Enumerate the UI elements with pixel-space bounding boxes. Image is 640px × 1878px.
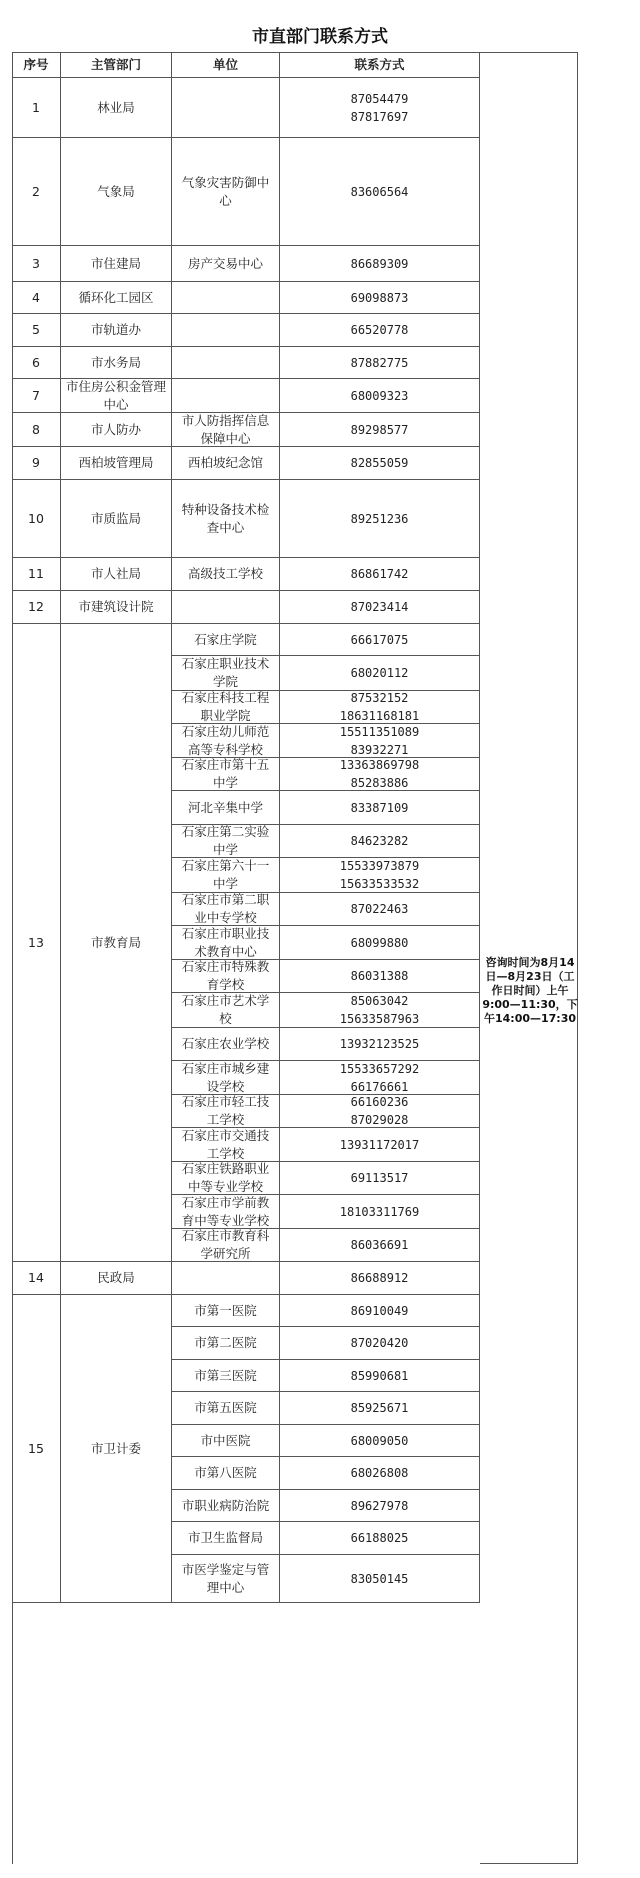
phone-number: 89627978 — [350, 1498, 409, 1513]
department-cell: 市住建局 — [61, 246, 172, 282]
phone-cell — [280, 1295, 480, 1327]
phone-number: 86688912 — [350, 1271, 409, 1285]
phone-cell — [280, 758, 480, 791]
row-number: 6 — [12, 347, 61, 379]
unit-cell — [172, 78, 280, 138]
phone-number: 66160236 — [350, 1095, 409, 1109]
phone-cell — [280, 656, 480, 691]
phone-cell — [280, 858, 480, 893]
department-cell: 民政局 — [61, 1262, 172, 1295]
phone-cell — [280, 1061, 480, 1095]
unit-cell — [172, 379, 280, 413]
phone-number: 85925671 — [350, 1401, 409, 1415]
phone-cell — [280, 78, 480, 138]
phone-number: 89251236 — [350, 511, 409, 526]
page-title: 市直部门联系方式 — [252, 27, 388, 47]
phone-cell — [280, 1360, 480, 1392]
phone-cell — [280, 480, 480, 558]
phone-cell — [280, 724, 480, 758]
phone-cell — [280, 993, 480, 1028]
phone-cell — [280, 1028, 480, 1061]
unit-cell: 石家庄农业学校 — [172, 1028, 280, 1061]
phone-number: 83387109 — [350, 800, 409, 815]
phone-number: 85990681 — [350, 1368, 409, 1383]
unit-cell: 石家庄市轻工技工学校 — [172, 1095, 280, 1128]
unit-cell: 石家庄科技工程职业学院 — [172, 691, 280, 724]
unit-cell: 市医学鉴定与管理中心 — [172, 1555, 280, 1603]
row-number: 15 — [12, 1295, 61, 1603]
row-number: 2 — [12, 138, 61, 246]
phone-number: 15633533532 — [339, 877, 420, 891]
unit-cell — [172, 314, 280, 347]
phone-number: 86036691 — [350, 1238, 409, 1252]
header-cell: 序号 — [12, 52, 61, 78]
phone-number: 89298577 — [350, 422, 409, 437]
unit-cell — [172, 1262, 280, 1295]
phone-cell — [280, 960, 480, 993]
phone-number: 66617075 — [350, 632, 409, 647]
phone-number: 85283886 — [350, 776, 409, 790]
department-cell: 林业局 — [61, 78, 172, 138]
phone-cell — [280, 558, 480, 591]
unit-cell: 市第八医院 — [172, 1457, 280, 1490]
unit-cell: 石家庄市城乡建设学校 — [172, 1061, 280, 1095]
unit-cell: 市第二医院 — [172, 1327, 280, 1360]
header-cell: 单位 — [172, 52, 280, 78]
row-number: 13 — [12, 624, 61, 1262]
phone-cell — [280, 591, 480, 624]
phone-number: 83932271 — [350, 742, 409, 757]
phone-cell — [280, 447, 480, 480]
row-number: 14 — [12, 1262, 61, 1295]
phone-cell — [280, 246, 480, 282]
department-cell: 气象局 — [61, 138, 172, 246]
department-cell: 循环化工园区 — [61, 282, 172, 314]
department-cell: 市人社局 — [61, 558, 172, 591]
phone-cell — [280, 1262, 480, 1295]
phone-number: 86910049 — [350, 1303, 409, 1318]
phone-number: 87020420 — [350, 1336, 409, 1350]
phone-number: 66176661 — [350, 1079, 409, 1094]
phone-number: 66520778 — [350, 323, 409, 337]
phone-cell — [280, 1457, 480, 1490]
phone-number: 87054479 — [350, 91, 409, 106]
unit-cell: 石家庄职业技术学院 — [172, 656, 280, 691]
phone-cell — [280, 1229, 480, 1262]
unit-cell: 石家庄市学前教育中等专业学校 — [172, 1195, 280, 1229]
unit-cell: 石家庄第二实验中学 — [172, 825, 280, 858]
unit-cell: 高级技工学校 — [172, 558, 280, 591]
phone-number: 87023414 — [350, 600, 409, 614]
phone-number: 68099880 — [350, 935, 409, 950]
phone-number: 84623282 — [350, 834, 409, 848]
phone-cell — [280, 1327, 480, 1360]
phone-cell — [280, 1522, 480, 1555]
department-cell: 市人防办 — [61, 413, 172, 447]
department-cell: 市水务局 — [61, 347, 172, 379]
phone-number: 13932123525 — [339, 1037, 420, 1051]
row-number: 1 — [12, 78, 61, 138]
phone-number: 18631168181 — [339, 709, 420, 723]
row-number: 8 — [12, 413, 61, 447]
phone-number: 83606564 — [350, 184, 409, 199]
phone-number: 83050145 — [350, 1571, 409, 1586]
unit-cell: 石家庄市艺术学校 — [172, 993, 280, 1028]
unit-cell: 石家庄市特殊教育学校 — [172, 960, 280, 993]
phone-cell — [280, 825, 480, 858]
row-number: 7 — [12, 379, 61, 413]
unit-cell: 西柏坡纪念馆 — [172, 447, 280, 480]
row-number: 12 — [12, 591, 61, 624]
phone-cell — [280, 138, 480, 246]
phone-number: 69113517 — [350, 1171, 409, 1185]
unit-cell: 石家庄市第十五中学 — [172, 758, 280, 791]
phone-number: 13363869798 — [339, 758, 420, 772]
phone-cell — [280, 413, 480, 447]
unit-cell — [172, 591, 280, 624]
phone-cell — [280, 1392, 480, 1425]
header-cell: 联系方式 — [280, 52, 480, 78]
phone-number: 87022463 — [350, 902, 409, 916]
phone-number: 87882775 — [350, 355, 409, 370]
department-cell: 市卫计委 — [61, 1295, 172, 1603]
department-cell: 市轨道办 — [61, 314, 172, 347]
department-cell: 市质监局 — [61, 480, 172, 558]
phone-number: 86861742 — [350, 567, 409, 581]
department-cell: 西柏坡管理局 — [61, 447, 172, 480]
unit-cell: 市第一医院 — [172, 1295, 280, 1327]
department-cell: 市住房公积金管理中心 — [61, 379, 172, 413]
department-cell: 市教育局 — [61, 624, 172, 1262]
phone-cell — [280, 1555, 480, 1603]
consult-time-note: 咨询时间为8月14日—8月23日（工作日时间）上午9:00—11:30，下午14:00—17:30 — [482, 956, 578, 1025]
unit-cell: 河北辛集中学 — [172, 791, 280, 825]
row-number: 5 — [12, 314, 61, 347]
phone-cell — [280, 791, 480, 825]
phone-number: 68020112 — [350, 666, 409, 680]
unit-cell — [172, 347, 280, 379]
unit-cell: 市职业病防治院 — [172, 1490, 280, 1522]
unit-cell: 市人防指挥信息保障中心 — [172, 413, 280, 447]
phone-number: 69098873 — [350, 290, 409, 305]
phone-cell — [280, 282, 480, 314]
unit-cell: 石家庄市教育科学研究所 — [172, 1229, 280, 1262]
phone-cell — [280, 691, 480, 724]
unit-cell: 石家庄第六十一中学 — [172, 858, 280, 893]
phone-cell — [280, 347, 480, 379]
row-number: 11 — [12, 558, 61, 591]
unit-cell: 石家庄幼儿师范高等专科学校 — [172, 724, 280, 758]
unit-cell: 石家庄市交通技工学校 — [172, 1128, 280, 1162]
row-number: 3 — [12, 246, 61, 282]
contact-table — [12, 52, 480, 1864]
phone-cell — [280, 1128, 480, 1162]
phone-number: 82855059 — [350, 456, 409, 470]
phone-number: 15511351089 — [339, 724, 420, 739]
phone-cell — [280, 314, 480, 347]
phone-number: 15633587963 — [339, 1012, 420, 1026]
unit-cell: 市中医院 — [172, 1425, 280, 1457]
phone-cell — [280, 926, 480, 960]
unit-cell: 房产交易中心 — [172, 246, 280, 282]
phone-number: 87817697 — [350, 109, 409, 124]
phone-cell — [280, 1195, 480, 1229]
unit-cell: 石家庄铁路职业中等专业学校 — [172, 1162, 280, 1195]
unit-cell — [172, 282, 280, 314]
phone-number: 85063042 — [350, 994, 409, 1008]
unit-cell: 石家庄学院 — [172, 624, 280, 656]
phone-number: 68009323 — [350, 388, 409, 403]
phone-cell — [280, 1162, 480, 1195]
phone-cell — [280, 1425, 480, 1457]
unit-cell: 石家庄市第二职业中专学校 — [172, 893, 280, 926]
phone-number: 87029028 — [350, 1113, 409, 1127]
phone-number: 13931172017 — [339, 1137, 420, 1152]
phone-number: 86031388 — [350, 969, 409, 983]
unit-cell: 市第五医院 — [172, 1392, 280, 1425]
phone-cell — [280, 1490, 480, 1522]
phone-number: 15533657292 — [339, 1061, 420, 1076]
phone-cell — [280, 893, 480, 926]
unit-cell: 气象灾害防御中心 — [172, 138, 280, 246]
phone-number: 87532152 — [350, 691, 409, 705]
unit-cell: 石家庄市职业技术教育中心 — [172, 926, 280, 960]
phone-cell — [280, 379, 480, 413]
unit-cell: 市第三医院 — [172, 1360, 280, 1392]
row-number: 10 — [12, 480, 61, 558]
phone-number: 86689309 — [350, 256, 409, 271]
header-cell: 主管部门 — [61, 52, 172, 78]
phone-number: 68009050 — [350, 1433, 409, 1448]
phone-number: 66188025 — [350, 1531, 409, 1545]
department-cell: 市建筑设计院 — [61, 591, 172, 624]
phone-number: 68026808 — [350, 1466, 409, 1480]
phone-cell — [280, 624, 480, 656]
row-number: 9 — [12, 447, 61, 480]
unit-cell: 市卫生监督局 — [172, 1522, 280, 1555]
unit-cell: 特种设备技术检查中心 — [172, 480, 280, 558]
phone-number: 18103311769 — [339, 1204, 420, 1219]
phone-number: 15533973879 — [339, 859, 420, 873]
phone-cell — [280, 1095, 480, 1128]
row-number: 4 — [12, 282, 61, 314]
